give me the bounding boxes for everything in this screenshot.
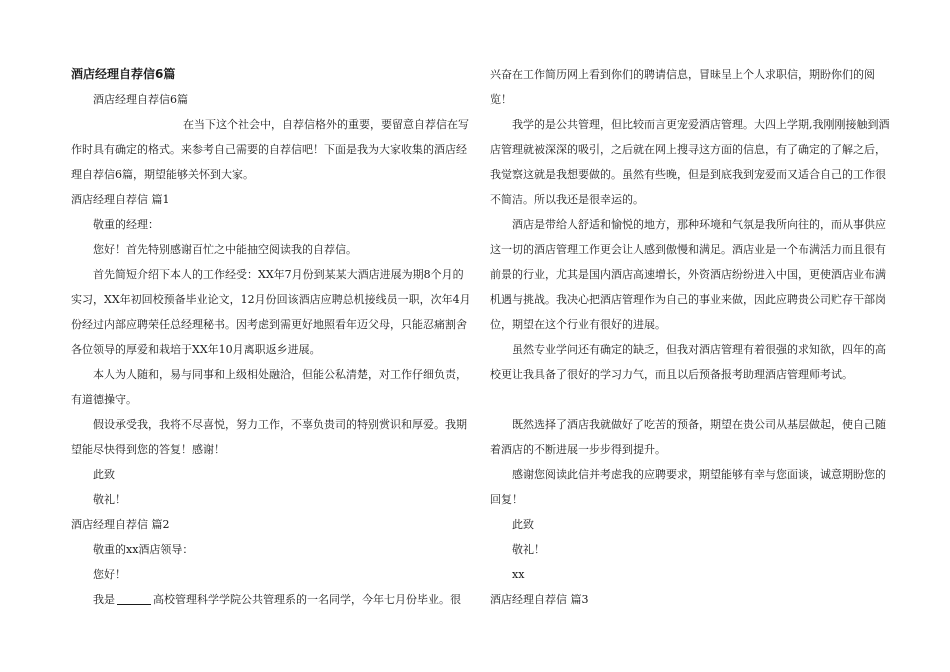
letter1-closing-2: 敬礼！ bbox=[93, 493, 126, 506]
letter2-paragraph-3: 酒店是带给人舒适和愉悦的地方，那种环境和气氛是我所向往的，而从事供应这一切的酒店管理工作更会让人感到傲慢和满足。酒店业是一个布满活力而且很有前景的行业，尤其是国内酒店高速增长，外资酒店纷纷进入中国，更使酒店业布满机遇与挑战。我决心把酒店管理作为自己的事业来做，因此应聘贵公司贮存干部岗位，期望在这个行业有很好的进展。 bbox=[490, 218, 886, 331]
intro-paragraph: 在当下这个社会中，自荐信格外的重要，要留意自荐信在写作时具有确定的格式。来参考自己需要的自荐信吧！下面是我为大家收集的酒店经理自荐信6篇，期望能够关怀到大家。 bbox=[71, 118, 469, 181]
letter2-closing-2: 敬礼！ bbox=[512, 543, 545, 556]
letter2-paragraph-5: 既然选择了酒店我就做好了吃苦的预备，期望在贵公司从基层做起，使自己随着酒店的不断进展一步步得到提升。 bbox=[490, 418, 886, 456]
letter1-paragraph-2: 首先简短介绍下本人的工作经受：XX年7月份到某某大酒店进展为期8个月的实习，XX年初回校预备毕业论文，12月份回该酒店应聘总机接线员一职，次年4月份经过内部应聘荣任总经理秘书。因考虑到需更好地照看年迈父母，只能忍痛割舍各位领导的厚爱和栽培于XX年10月离职返乡进展。 bbox=[71, 268, 471, 356]
letter2-p1-start: 我是 bbox=[93, 593, 115, 606]
letter1-paragraph-4: 假设承受我，我将不尽喜悦，努力工作，不辜负贵司的特别赏识和厚爱。我期望能尽快得到您的答复！感谢！ bbox=[71, 418, 467, 456]
letter2-p1-rest: 高校管理科学学院公共管理系的一名同学，今年七月份毕业。很 bbox=[153, 593, 461, 606]
letter1-paragraph-3: 本人为人随和，易与同事和上级相处融洽，但能公私清楚，对工作仔细负责，有道德操守。 bbox=[71, 368, 467, 406]
letter2-paragraph-2: 我学的是公共管理，但比较而言更宠爱酒店管理。大四上学期,我刚刚接触到酒店管理就被深深的吸引，之后就在网上搜寻这方面的信息，有了确定的了解之后，我觉察这就是我想要做的。虽然有些晚，但是到底我到宠爱而又适合自己的工作很不简洁。所以我还是很幸运的。 bbox=[490, 118, 890, 206]
left-column bbox=[71, 62, 471, 612]
subtitle: 酒店经理自荐信6篇 bbox=[93, 93, 188, 106]
right-column bbox=[490, 62, 890, 612]
letter2-hello: 您好！ bbox=[93, 568, 126, 581]
paragraph-gap bbox=[490, 387, 890, 412]
letter2-paragraph-1 bbox=[71, 587, 471, 612]
letter2-paragraph-6: 感谢您阅读此信并考虑我的应聘要求，期望能够有幸与您面谈，诚意期盼您的回复！ bbox=[490, 468, 886, 506]
letter3-heading: 酒店经理自荐信 篇3 bbox=[490, 593, 589, 606]
document-title: 酒店经理自荐信6篇 bbox=[71, 67, 176, 81]
letter2-signature: xx bbox=[512, 568, 525, 581]
letter2-closing-1: 此致 bbox=[512, 518, 534, 531]
letter1-closing-1: 此致 bbox=[93, 468, 115, 481]
letter2-paragraph-1-cont: 兴奋在工作简历网上看到你们的聘请信息，冒昧呈上个人求职信，期盼你们的阅览！ bbox=[490, 68, 875, 106]
letter1-paragraph-1: 您好！首先特别感谢百忙之中能抽空阅读我的自荐信。 bbox=[93, 243, 357, 256]
letter2-heading: 酒店经理自荐信 篇2 bbox=[71, 518, 170, 531]
letter1-heading: 酒店经理自荐信 篇1 bbox=[71, 193, 170, 206]
letter2-paragraph-4: 虽然专业学问还有确定的缺乏，但我对酒店管理有着很强的求知欲，四年的高校更让我具备了很好的学习力气，而且以后预备报考助理酒店管理师考试。 bbox=[490, 343, 886, 381]
blank-underline bbox=[117, 592, 151, 605]
letter1-greeting: 敬重的经理： bbox=[93, 218, 159, 231]
letter2-greeting: 敬重的xx酒店领导： bbox=[93, 543, 194, 556]
